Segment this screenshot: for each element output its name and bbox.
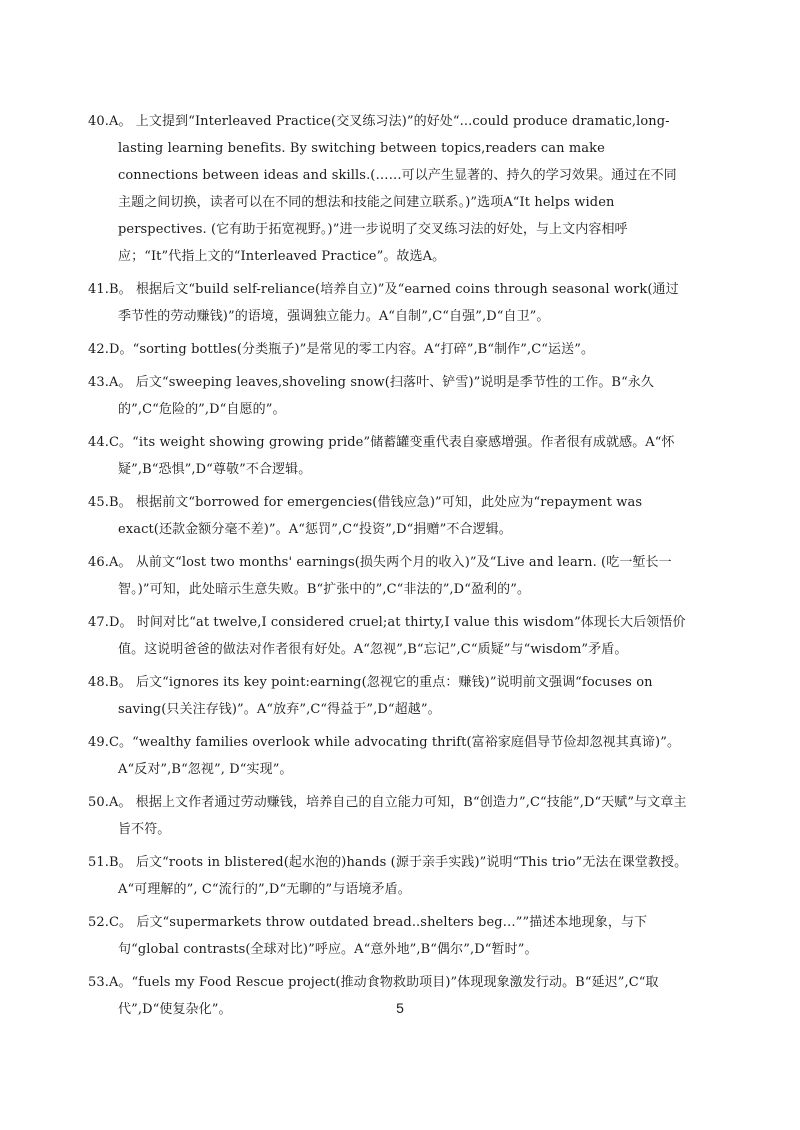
answer-text: 45.B。 根据前文“borrowed for emergencies(借钱应急)”可知，此处应为“repayment was exact(还款金额分毫不差)”。A“惩罚”,C“投资”,D“捐赠”不合逻辑。 [88,495,643,537]
answer-item-52 [88,909,688,963]
answer-text: 47.D。 时间对比“at twelve,I considered cruel;at thirty,I value this wisdom”体现长大后领悟价值。这说明爸爸的做法对作者很有好处。A“忽视”,B“忘记”,C“质疑”与“wisdom”矛盾。 [88,615,686,657]
answer-item-44 [88,429,688,483]
answer-item-43 [88,369,688,423]
answer-text: 46.A。 从前文“lost two months' earnings(损失两个月的收入)”及“Live and learn. (吃一堑长一智。)”可知，此处暗示生意失败。B“扩张中的”,C“非法的”,D“盈利的”。 [88,555,672,597]
answer-item-47 [88,609,688,663]
answer-text: 48.B。 后文“ignores its key point:earning(忽视它的重点：赚钱)”说明前文强调“focuses on saving(只关注存钱)”。A“放弃”,C“得益于”,D“超越”。 [88,675,653,717]
answer-text: 42.D。“sorting bottles(分类瓶子)”是常见的零工内容。A“打碎”,B“制作”,C“运送”。 [88,342,595,357]
answer-item-50 [88,789,688,843]
answer-text: 52.C。 后文“supermarkets throw outdated bread..shelters beg…””描述本地现象，与下句“global contrasts(全球对比)”呼应。A“意外地”,B“偶尔”,D“暂时”。 [88,915,648,957]
answer-text: 43.A。 后文“sweeping leaves,shoveling snow(扫落叶、铲雪)”说明是季节性的工作。B“永久的”,C“危险的”,D“自愿的”。 [88,375,655,417]
answer-item-40 [88,108,688,270]
answer-text: 53.A。“fuels my Food Rescue project(推动食物救助项目)”体现现象激发行动。B“延迟”,C“取代”,D“使复杂化”。 [88,975,659,1017]
answer-item-42 [88,336,688,363]
answer-text: 44.C。“its weight showing growing pride”储蓄罐变重代表自豪感增强。作者很有成就感。A“怀疑”,B“恐惧”,D“尊敬”不合逻辑。 [88,435,675,477]
answer-text: 40.A。 上文提到“Interleaved Practice(交叉练习法)”的好处“...could produce dramatic,long-lasting learning benefits. By switching between topics,readers can make connections between ideas and skills.(……可以产生显著的、持久的学习效果。通过在不同主题之间切换，读者可以在不同的想法和技能之间建立联系。)”选项A“It helps widen perspectives. (它有助于拓宽视野。)”进一步说明了交叉练习法的好处，与上文内容相呼应；“It”代指上文的“Interleaved Practice”。故选A。 [88,114,677,264]
answer-text: 51.B。 后文“roots in blistered(起水泡的)hands (源于亲手实践)”说明“This trio”无法在课堂教授。A“可理解的”, C“流行的”,D“无聊的”与语境矛盾。 [88,855,688,897]
answer-explanations [88,108,688,1029]
answer-item-51 [88,849,688,903]
answer-item-41 [88,276,688,330]
answer-item-46 [88,549,688,603]
answer-text: 41.B。 根据后文“build self-reliance(培养自立)”及“earned coins through seasonal work(通过季节性的劳动赚钱)”的语境，强调独立能力。A“自制”,C“自强”,D“自卫”。 [88,282,679,324]
answer-text: 49.C。“wealthy families overlook while advocating thrift(富裕家庭倡导节俭却忽视其真谛)”。A“反对”,B“忽视”, D“实现”。 [88,735,681,777]
answer-item-45 [88,489,688,543]
answer-item-48 [88,669,688,723]
answer-item-49 [88,729,688,783]
answer-text: 50.A。 根据上文作者通过劳动赚钱，培养自己的自立能力可知，B“创造力”,C“技能”,D“天赋”与文章主旨不符。 [88,795,687,837]
page-number: 5 [396,1000,404,1016]
